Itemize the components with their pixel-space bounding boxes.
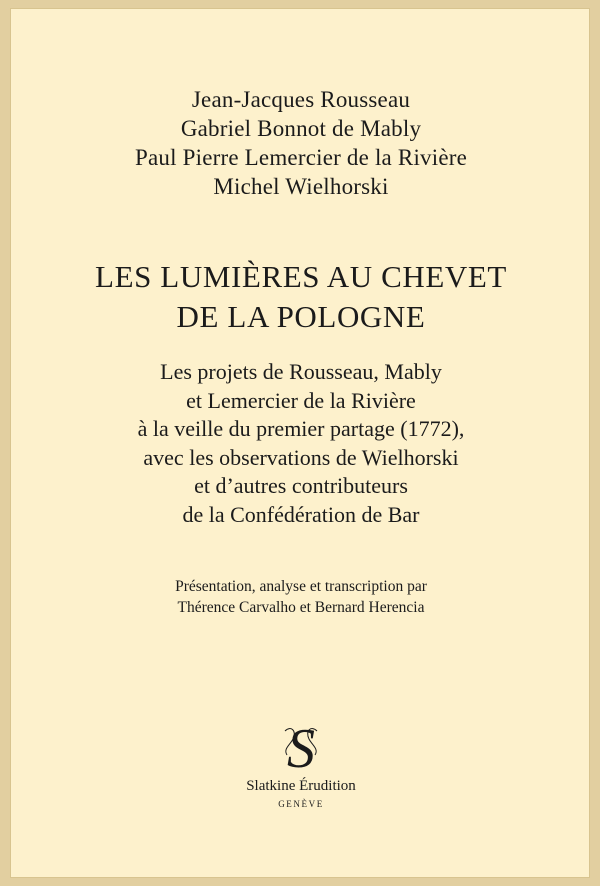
logo-letter: S xyxy=(287,718,315,773)
subtitle-line: de la Confédération de Bar xyxy=(182,501,420,527)
author-name: Paul Pierre Lemercier de la Rivière xyxy=(134,145,468,170)
author-name: Michel Wielhorski xyxy=(213,174,389,199)
subtitle-line: et d’autres contributeurs xyxy=(194,473,408,498)
subtitle-line: à la veille du premier partage (1772), xyxy=(137,416,465,441)
title-line: DE LA POLOGNE xyxy=(176,299,426,334)
credits-line: Thérence Carvalho et Bernard Herencia xyxy=(177,599,425,616)
subtitle-line: Les projets de Rousseau, Mably xyxy=(160,359,442,384)
publisher-logo-icon xyxy=(271,717,331,773)
title-line: LES LUMIÈRES AU CHEVET xyxy=(95,259,507,294)
editor-credits xyxy=(11,576,591,618)
book-subtitle xyxy=(11,358,591,529)
author-name: Gabriel Bonnot de Mably xyxy=(180,116,422,141)
subtitle-line: et Lemercier de la Rivière xyxy=(186,387,416,413)
credits-line: Présentation, analyse et transcription par xyxy=(175,578,427,595)
subtitle-line: avec les observations de Wielhorski xyxy=(143,444,459,470)
author-list xyxy=(11,85,591,201)
publisher-name: Slatkine Érudition xyxy=(246,778,356,794)
book-title xyxy=(11,257,591,337)
book-cover xyxy=(10,8,590,878)
publisher-city: GENÈVE xyxy=(278,799,324,809)
author-name: Jean-Jacques Rousseau xyxy=(191,87,411,112)
